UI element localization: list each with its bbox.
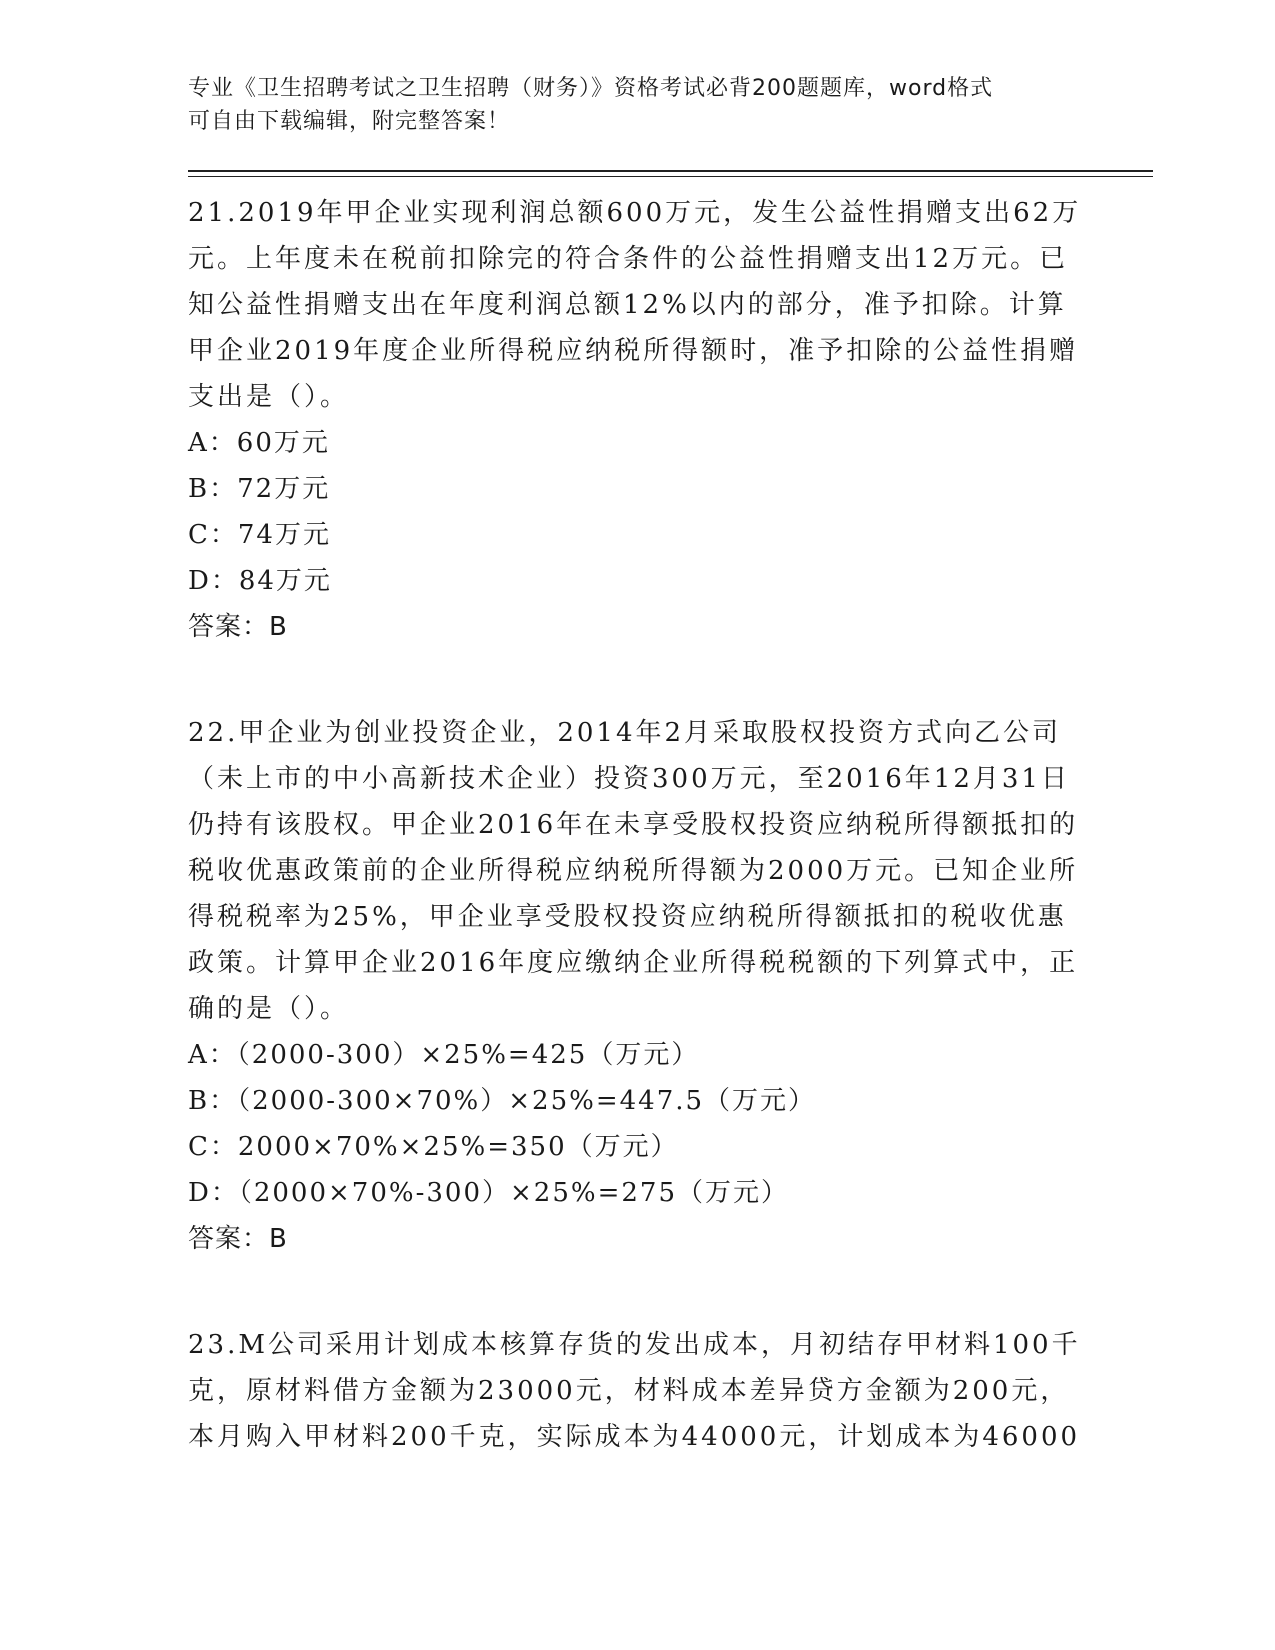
question-23 xyxy=(188,1322,1088,1460)
answer-label: 答案：B xyxy=(188,1224,288,1254)
question-stem: 23.M公司采用计划成本核算存货的发出成本，月初结存甲材料100千克，原材料借方金额为23000元，材料成本差异贷方金额为200元，本月购入甲材料200千克，实际成本为44000元，计划成本为46000 xyxy=(188,1330,1081,1452)
question-21 xyxy=(188,190,1088,650)
header-rule-thick xyxy=(188,170,1153,172)
option-b: B：72万元 xyxy=(188,474,331,504)
option-c: C：2000×70%×25%=350（万元） xyxy=(188,1132,679,1162)
option-a: A：（2000-300）×25%=425（万元） xyxy=(188,1040,700,1070)
option-d: D：84万元 xyxy=(188,566,332,596)
option-d: D：（2000×70%-300）×25%=275（万元） xyxy=(188,1178,789,1208)
question-22 xyxy=(188,710,1088,1262)
question-stem: 22.甲企业为创业投资企业，2014年2月采取股权投资方式向乙公司（未上市的中小高新技术企业）投资300万元，至2016年12月31日仍持有该股权。甲企业2016年在未享受股权投资应纳税所得额抵扣的税收优惠政策前的企业所得税应纳税所得额为2000万元。已知企业所得税税率为25%，甲企业享受股权投资应纳税所得额抵扣的税收优惠政策。计算甲企业2016年度应缴纳企业所得税税额的下列算式中，正确的是（）。 xyxy=(188,718,1079,1024)
answer-label: 答案：B xyxy=(188,612,288,642)
question-stem: 21.2019年甲企业实现利润总额600万元，发生公益性捐赠支出62万元。上年度未在税前扣除完的符合条件的公益性捐赠支出12万元。已知公益性捐赠支出在年度利润总额12%以内的部分，准予扣除。计算甲企业2019年度企业所得税应纳税所得额时，准予扣除的公益性捐赠支出是（）。 xyxy=(188,198,1082,412)
header-title-line2: 可自由下载编辑，附完整答案！ xyxy=(188,109,511,134)
option-a: A：60万元 xyxy=(188,428,330,458)
header-title-line1: 专业《卫生招聘考试之卫生招聘（财务）》资格考试必背200题题库，word格式 xyxy=(188,76,994,101)
header-rule-thin xyxy=(188,176,1153,177)
option-b: B：（2000-300×70%）×25%=447.5（万元） xyxy=(188,1086,817,1116)
option-c: C：74万元 xyxy=(188,520,331,550)
document-header xyxy=(188,72,1088,138)
question-list xyxy=(188,190,1088,1520)
